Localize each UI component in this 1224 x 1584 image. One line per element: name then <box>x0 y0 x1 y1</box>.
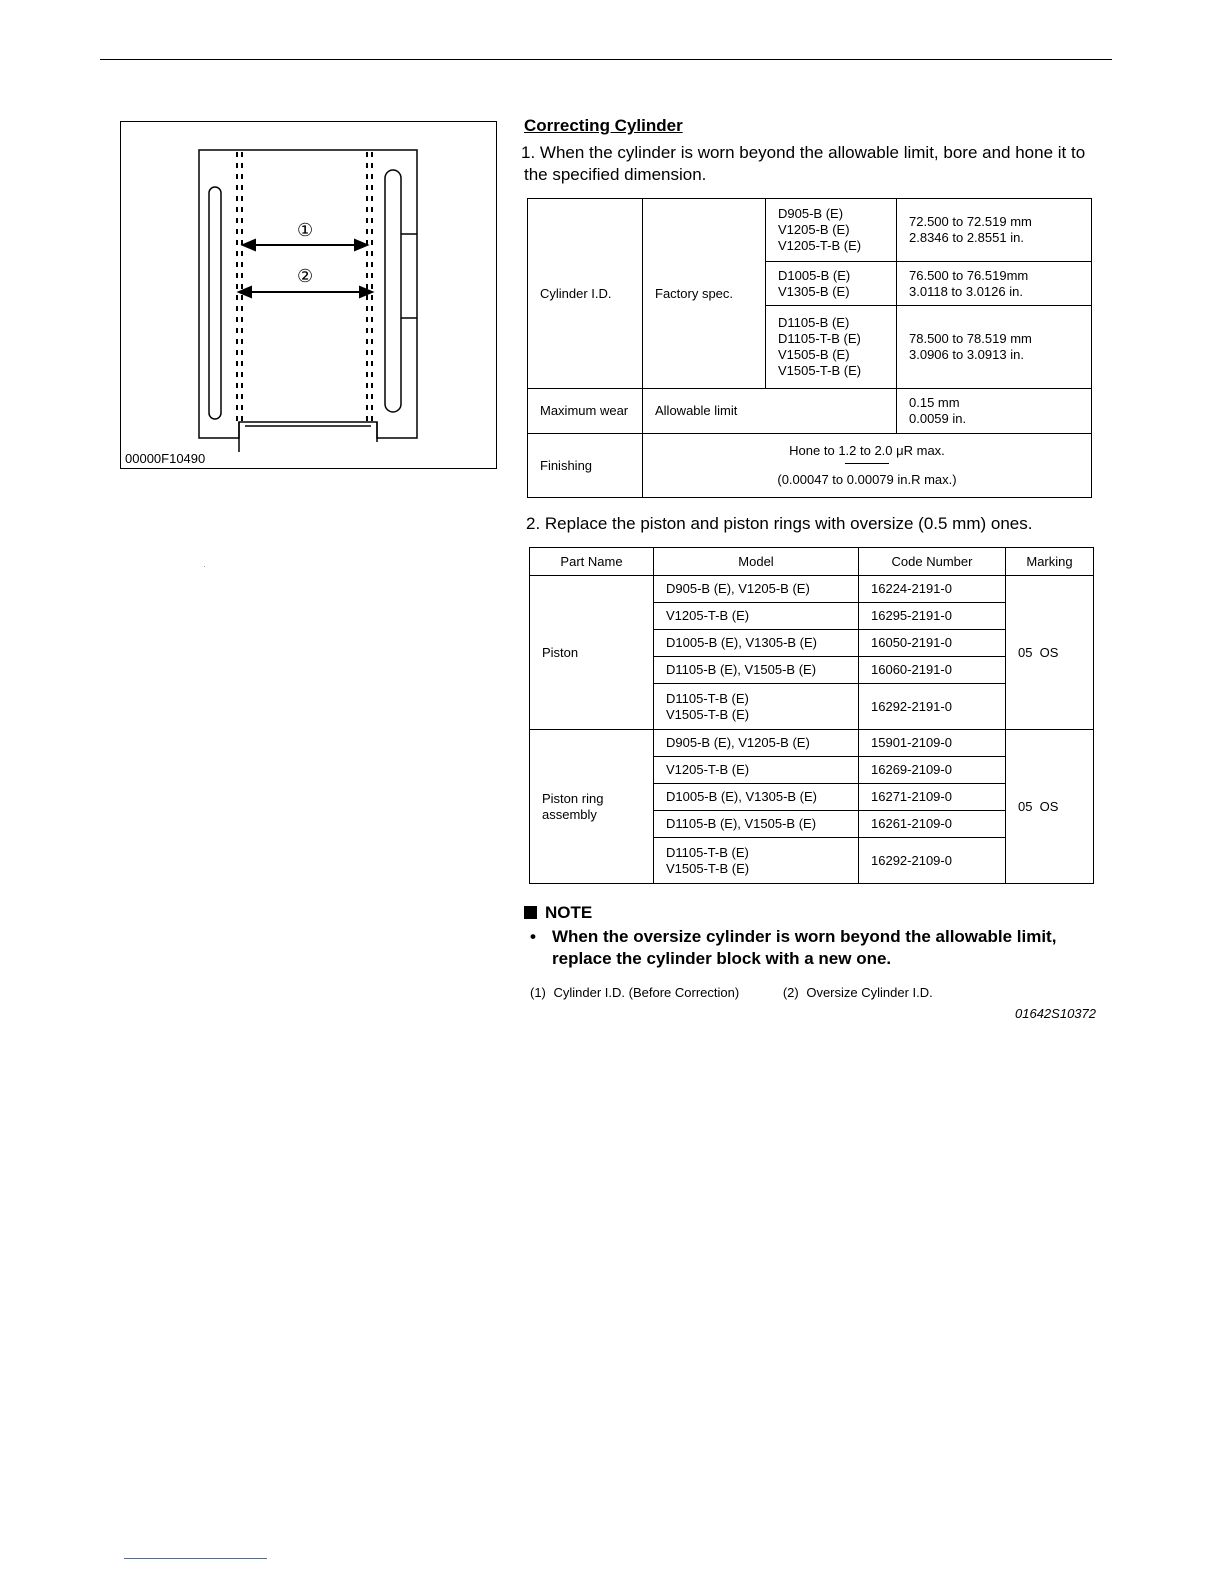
value-cell: 78.500 to 78.519 mm 3.0906 to 3.0913 in. <box>897 306 1092 389</box>
note-heading: NOTE <box>524 903 592 923</box>
cylinder-id-label: Cylinder I.D. <box>528 199 643 389</box>
legend-text-1: Cylinder I.D. (Before Correction) <box>553 985 740 1000</box>
legend-text-2: Oversize Cylinder I.D. <box>806 985 933 1000</box>
code-cell: 16271-2109-0 <box>859 784 1006 811</box>
header-rule <box>100 59 1112 60</box>
code-cell: 15901-2109-0 <box>859 730 1006 757</box>
legend-num-1: (1) <box>530 985 546 1000</box>
figure-legend <box>530 985 937 1000</box>
model-cell: D1105-B (E), V1505-B (E) <box>654 657 859 684</box>
note-body <box>530 926 1100 970</box>
section-title: Correcting Cylinder <box>524 116 683 135</box>
footer-rule <box>124 1558 267 1559</box>
code-cell: 16292-2109-0 <box>859 838 1006 884</box>
step-2-text: 2. Replace the piston and piston rings with oversize (0.5 mm) ones. <box>526 514 1033 533</box>
note-square-icon <box>524 906 537 919</box>
cylinder-figure <box>120 121 497 469</box>
table-row <box>528 434 1092 498</box>
marking-cell: 05 OS <box>1006 576 1094 730</box>
model-cell: V1205-T-B (E) <box>654 603 859 630</box>
cylinder-spec-table <box>527 198 1092 498</box>
max-wear-label: Maximum wear <box>528 389 643 434</box>
code-cell: 16224-2191-0 <box>859 576 1006 603</box>
code-cell: 16295-2191-0 <box>859 603 1006 630</box>
column-header: Marking <box>1006 548 1094 576</box>
note-text: When the oversize cylinder is worn beyond the allowable limit, replace the cylinder block with a new one. <box>552 927 1057 968</box>
value-cell: 72.500 to 72.519 mm 2.8346 to 2.8551 in. <box>897 199 1092 262</box>
table-row <box>530 576 1094 603</box>
model-cell: D1105-B (E), V1505-B (E) <box>654 811 859 838</box>
code-cell: 16292-2191-0 <box>859 684 1006 730</box>
document-code: 01642S10372 <box>1015 1006 1096 1021</box>
max-wear-value: 0.15 mm 0.0059 in. <box>897 389 1092 434</box>
column-header: Part Name <box>530 548 654 576</box>
step-1-text: 1. When the cylinder is worn beyond the allowable limit, bore and hone it to the specified dimension. <box>521 143 1086 184</box>
code-cell: 16050-2191-0 <box>859 630 1006 657</box>
model-cell: V1205-T-B (E) <box>654 757 859 784</box>
model-cell: D1105-T-B (E) V1505-T-B (E) <box>654 838 859 884</box>
value-cell: 76.500 to 76.519mm 3.0118 to 3.0126 in. <box>897 262 1092 306</box>
table-row <box>528 199 1092 262</box>
part-name-cell: Piston ring assembly <box>530 730 654 884</box>
parts-table <box>529 547 1094 884</box>
code-cell: 16269-2109-0 <box>859 757 1006 784</box>
fraction-bar <box>845 463 889 464</box>
scan-speck <box>204 566 205 567</box>
finishing-value: Hone to 1.2 to 2.0 μR max. (0.00047 to 0.00079 in.R max.) <box>643 434 1092 498</box>
callout-2: ② <box>297 266 314 286</box>
allowable-limit-label: Allowable limit <box>643 389 897 434</box>
model-cell: D1005-B (E), V1305-B (E) <box>654 784 859 811</box>
bullet-icon: • <box>530 927 536 946</box>
column-header: Code Number <box>859 548 1006 576</box>
marking-cell: 05 OS <box>1006 730 1094 884</box>
model-cell: D1105-T-B (E) V1505-T-B (E) <box>654 684 859 730</box>
part-name-cell: Piston <box>530 576 654 730</box>
callout-1: ① <box>297 220 314 240</box>
figure-id: 00000F10490 <box>125 451 206 466</box>
model-cell: D1105-B (E) D1105-T-B (E) V1505-B (E) V1505-T-B (E) <box>766 306 897 389</box>
table-header-row <box>530 548 1094 576</box>
cylinder-diagram <box>121 122 495 467</box>
legend-num-2: (2) <box>782 985 799 1000</box>
model-cell: D1005-B (E), V1305-B (E) <box>654 630 859 657</box>
model-cell: D1005-B (E) V1305-B (E) <box>766 262 897 306</box>
column-header: Model <box>654 548 859 576</box>
code-cell: 16261-2109-0 <box>859 811 1006 838</box>
table-row <box>530 730 1094 757</box>
model-cell: D905-B (E), V1205-B (E) <box>654 576 859 603</box>
table-row <box>528 389 1092 434</box>
finishing-label: Finishing <box>528 434 643 498</box>
model-cell: D905-B (E), V1205-B (E) <box>654 730 859 757</box>
model-cell: D905-B (E) V1205-B (E) V1205-T-B (E) <box>766 199 897 262</box>
factory-spec-label: Factory spec. <box>643 199 766 389</box>
code-cell: 16060-2191-0 <box>859 657 1006 684</box>
